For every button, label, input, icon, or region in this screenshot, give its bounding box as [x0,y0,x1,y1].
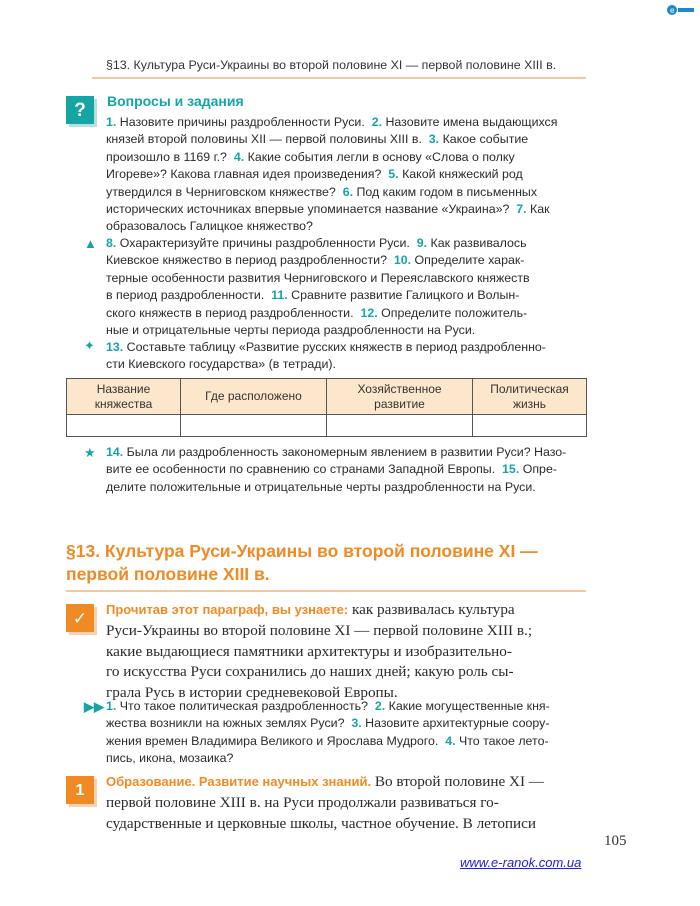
task-number: 9. [416,236,428,250]
text-line [106,356,588,373]
text-line [106,201,588,218]
task-text: Охарактеризуйте причины раздробленности Руси. [116,236,417,250]
task-number: 7. [516,202,527,217]
education-paragraph: Образование. Развитие научных знаний. Во второй половине XI — первой половине XIII в. на Руси продолжали развиваться го- сударственные и церковные школы, частное обучение. В летописи [106,773,544,833]
task-number: 2. [371,115,383,129]
task-text: ского княжеств в период раздробленности. [106,305,361,320]
task-text: ные и отрицательные черты периода раздробленности на Руси. [106,323,476,338]
task-number: 4. [445,733,456,748]
section-intro: Прочитав этот параграф, вы узнаете: как развивалась культура Руси-Украины во второй половине XI — первой половине XIII в.; какие выдающиеся памятники архитектуры и изобразительно- го искусства Руси сохранились до наших дней; какую роль сы- грала Русь в истории средневековой Европы. [106,601,533,702]
task-text: князей второй половины XII — первой половины XIII в. [106,132,429,147]
table-header-cell: Название княжества [67,379,181,415]
task-text: Что такое политическая раздробленность? [116,699,375,713]
task-text: Как развивалось [427,236,527,250]
task-text: Была ли раздробленность закономерным явлением в развитии Руси? Назо- [123,445,567,459]
text-line [106,252,588,269]
task-number: 6. [342,184,354,199]
task-text: Определите харак- [411,253,525,268]
task-text: Какие могущественные кня- [385,699,550,713]
text-line [106,698,588,715]
task-text: Определите положитель- [377,305,528,320]
task-text: Назовите имена выдающихся [382,115,558,129]
task-text: жения времен Владимира Великого и Ярослава Мудрого. [106,733,446,748]
publisher-logo [666,3,696,15]
questions-title: Вопросы и задания [107,93,244,109]
task-number: 11. [271,288,288,303]
task-text: Игореве»? Какова главная идея произведения? [106,167,389,182]
level-2-marker-icon: ▲ [84,236,97,251]
task-number: 1. [106,699,117,713]
text-line [106,114,588,131]
level-4-star-icon: ★ [84,445,96,460]
table-cell [67,415,181,437]
task-text: исторических источниках впервые упоминается название «Украина»? [106,202,517,217]
level-3-marker-icon: ✦ [84,338,95,353]
table-cell [181,415,327,437]
task-number: 8. [106,236,117,250]
task-number: 1. [106,115,117,129]
task-text: в период раздробленности. [106,288,272,303]
task-number: 4. [233,149,245,164]
task-text: Сравните развитие Галицкого и Волын- [287,288,520,303]
principalities-table [66,378,587,437]
text-line [106,461,588,478]
task-text: Под каким годом в письменных [353,184,538,199]
task-text: Опре- [519,462,557,477]
task-number: 2. [374,699,386,713]
text-line [106,733,588,750]
questions-level-2 [106,235,588,339]
task-text: Составьте таблицу «Развитие русских княжеств в период раздробленно- [123,340,546,354]
text-line [106,750,588,767]
task-text: Какое событие [439,132,529,147]
text-line [106,149,588,166]
task-number: 14. [106,445,124,459]
task-number: 13. [106,340,124,354]
text-line [106,218,588,235]
double-arrow-icon: ▶▶ [84,699,104,714]
task-text: Как [526,202,550,217]
section-title: §13. Культура Руси-Украины во второй половине XI — первой половине XIII в. [66,541,538,584]
task-number: 3. [351,716,362,731]
text-line [106,305,588,322]
text-line [106,166,588,183]
task-number: 5. [388,167,399,182]
text-line [106,184,588,201]
task-number: 10. [393,253,412,268]
table-header-cell: Где расположено [181,379,327,415]
text-line [106,322,588,339]
task-number: 3. [428,132,440,147]
text-line [106,235,588,252]
questions-level-1 [106,114,588,236]
table-header-cell: Политическая жизнь [473,379,587,415]
publisher-link[interactable]: www.e-ranok.com.ua [460,855,582,870]
running-head: §13. Культура Руси-Украины во второй половине XI — первой половине XIII в. [106,58,557,72]
page-number: 105 [604,833,627,849]
header-divider [92,77,586,79]
text-line [106,339,588,356]
table-row [67,415,587,437]
task-text: Какие события легли в основу «Слова о полку [244,149,515,164]
task-text: Киевское княжество в период раздробленности? [106,253,394,268]
task-text: пись, икона, мозаика? [106,751,234,766]
task-text: делите положительные и отрицательные черты раздробленности на Руси. [106,479,536,494]
checkmark-icon: ✓ [66,604,94,632]
table-cell [327,415,473,437]
text-line [106,479,588,496]
table-cell [473,415,587,437]
table-header-row [67,379,587,415]
task-text: сти Киевского государства» (в тетради). [106,357,336,372]
task-number: 15. [502,462,520,477]
question-icon: ? [66,96,94,124]
task-text: утвердился в Черниговском княжестве? [106,184,343,199]
task-text: терные особенности развития Черниговского и Переяславского княжеств [106,270,530,285]
text-line [106,270,588,287]
task-text: Назовите архитектурные соору- [361,716,550,731]
task-text: образовалось Галицкое княжество? [106,219,313,234]
task-text: Какой княжеский род [398,167,523,182]
section-divider [66,590,586,592]
task-text: Назовите причины раздробленности Руси. [116,115,372,129]
svg-text:e: e [670,6,675,15]
topic-number-badge: 1 [66,776,94,804]
questions-level-3 [106,339,588,374]
text-line [106,715,588,732]
text-line [106,131,588,148]
text-line [106,287,588,304]
text-line [106,444,588,461]
task-text: вите ее особенности по сравнению со странами Западной Европы. [106,462,503,477]
table-header-cell: Хозяйственное развитие [327,379,473,415]
task-number: 12. [360,305,378,320]
prerequisite-questions [106,698,588,768]
questions-level-4 [106,444,588,496]
task-text: произошло в 1169 г.? [106,149,234,164]
task-text: Что такое лето- [455,733,549,748]
task-text: жества возникли на южных землях Руси? [106,716,352,731]
